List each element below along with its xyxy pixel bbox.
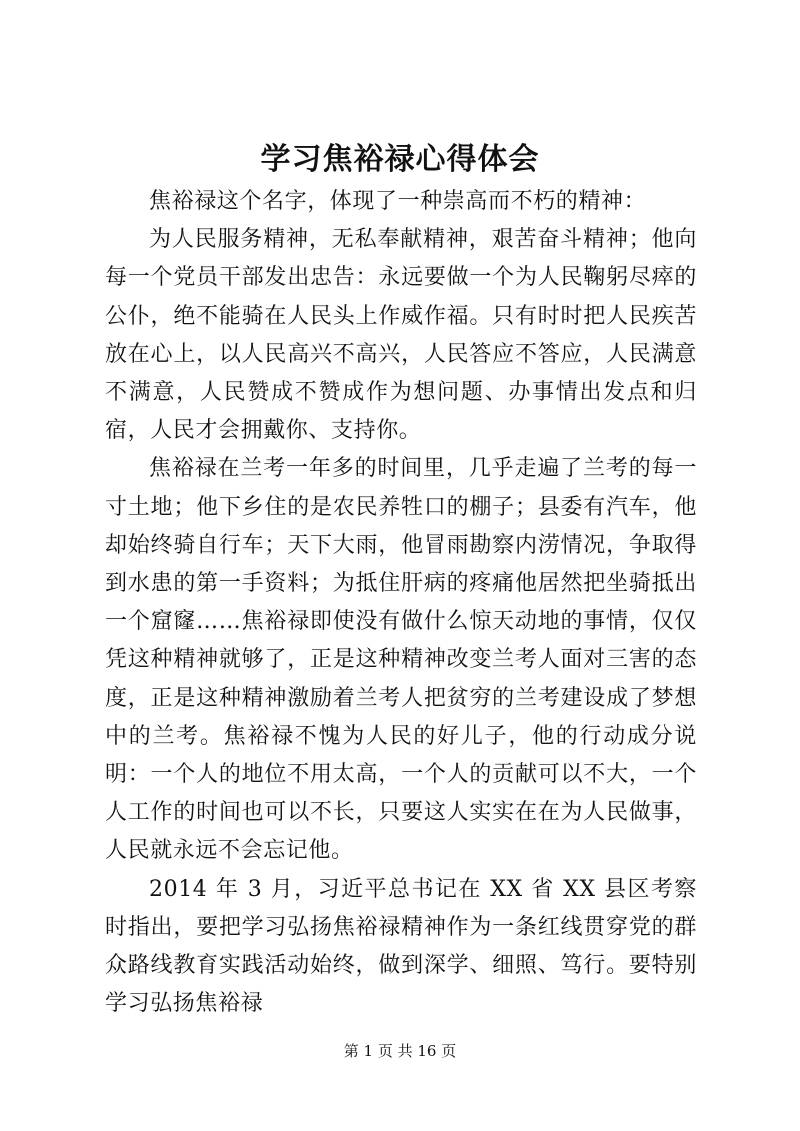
page-number-footer: 第 1 页 共 16 页 bbox=[343, 1042, 457, 1060]
paragraph-spirit: 为人民服务精神，无私奉献精神，艰苦奋斗精神；他向每一个党员干部发出忠告：永远要做一个为人民鞠躬尽瘁的公仆，绝不能骑在人民头上作威作福。只有时时把人民疾苦放在心上，以人民高兴不高兴，人民答应不答应，人民满意不满意，人民赞成不赞成作为想问题、办事情出发点和归宿，人民才会拥戴你、支持你。 bbox=[105, 227, 697, 444]
paragraph-lankao: 焦裕禄在兰考一年多的时间里，几乎走遍了兰考的每一寸土地；他下乡住的是农民养牲口的棚子；县委有汽车，他却始终骑自行车；天下大雨，他冒雨勘察内涝情况，争取得到水患的第一手资料；为抵住肝病的疼痛他居然把坐骑抵出一个窟窿……焦裕禄即使没有做什么惊天动地的事情，仅仅凭这种精神就够了，正是这种精神改变兰考人面对三害的态度，正是这种精神激励着兰考人把贫穷的兰考建设成了梦想中的兰考。焦裕禄不愧为人民的好儿子，他的行动成分说明：一个人的地位不用太高，一个人的贡献可以不大，一个人工作的时间也可以不长，只要这人实实在在为人民做事，人民就永远不会忘记他。 bbox=[105, 456, 697, 864]
paragraph-intro: 焦裕禄这个名字，体现了一种崇高而不朽的精神： bbox=[149, 189, 647, 214]
document-title: 学习焦裕禄心得体会 bbox=[260, 142, 540, 177]
paragraph-2014: 2014 年 3 月，习近平总书记在 XX 省 XX 县区考察时指出，要把学习弘扬焦裕禄精神作为一条红线贯穿党的群众路线教育实践活动始终，做到深学、细照、笃行。要特别学习弘扬焦裕禄 bbox=[105, 876, 697, 1017]
document-body bbox=[105, 183, 697, 1023]
